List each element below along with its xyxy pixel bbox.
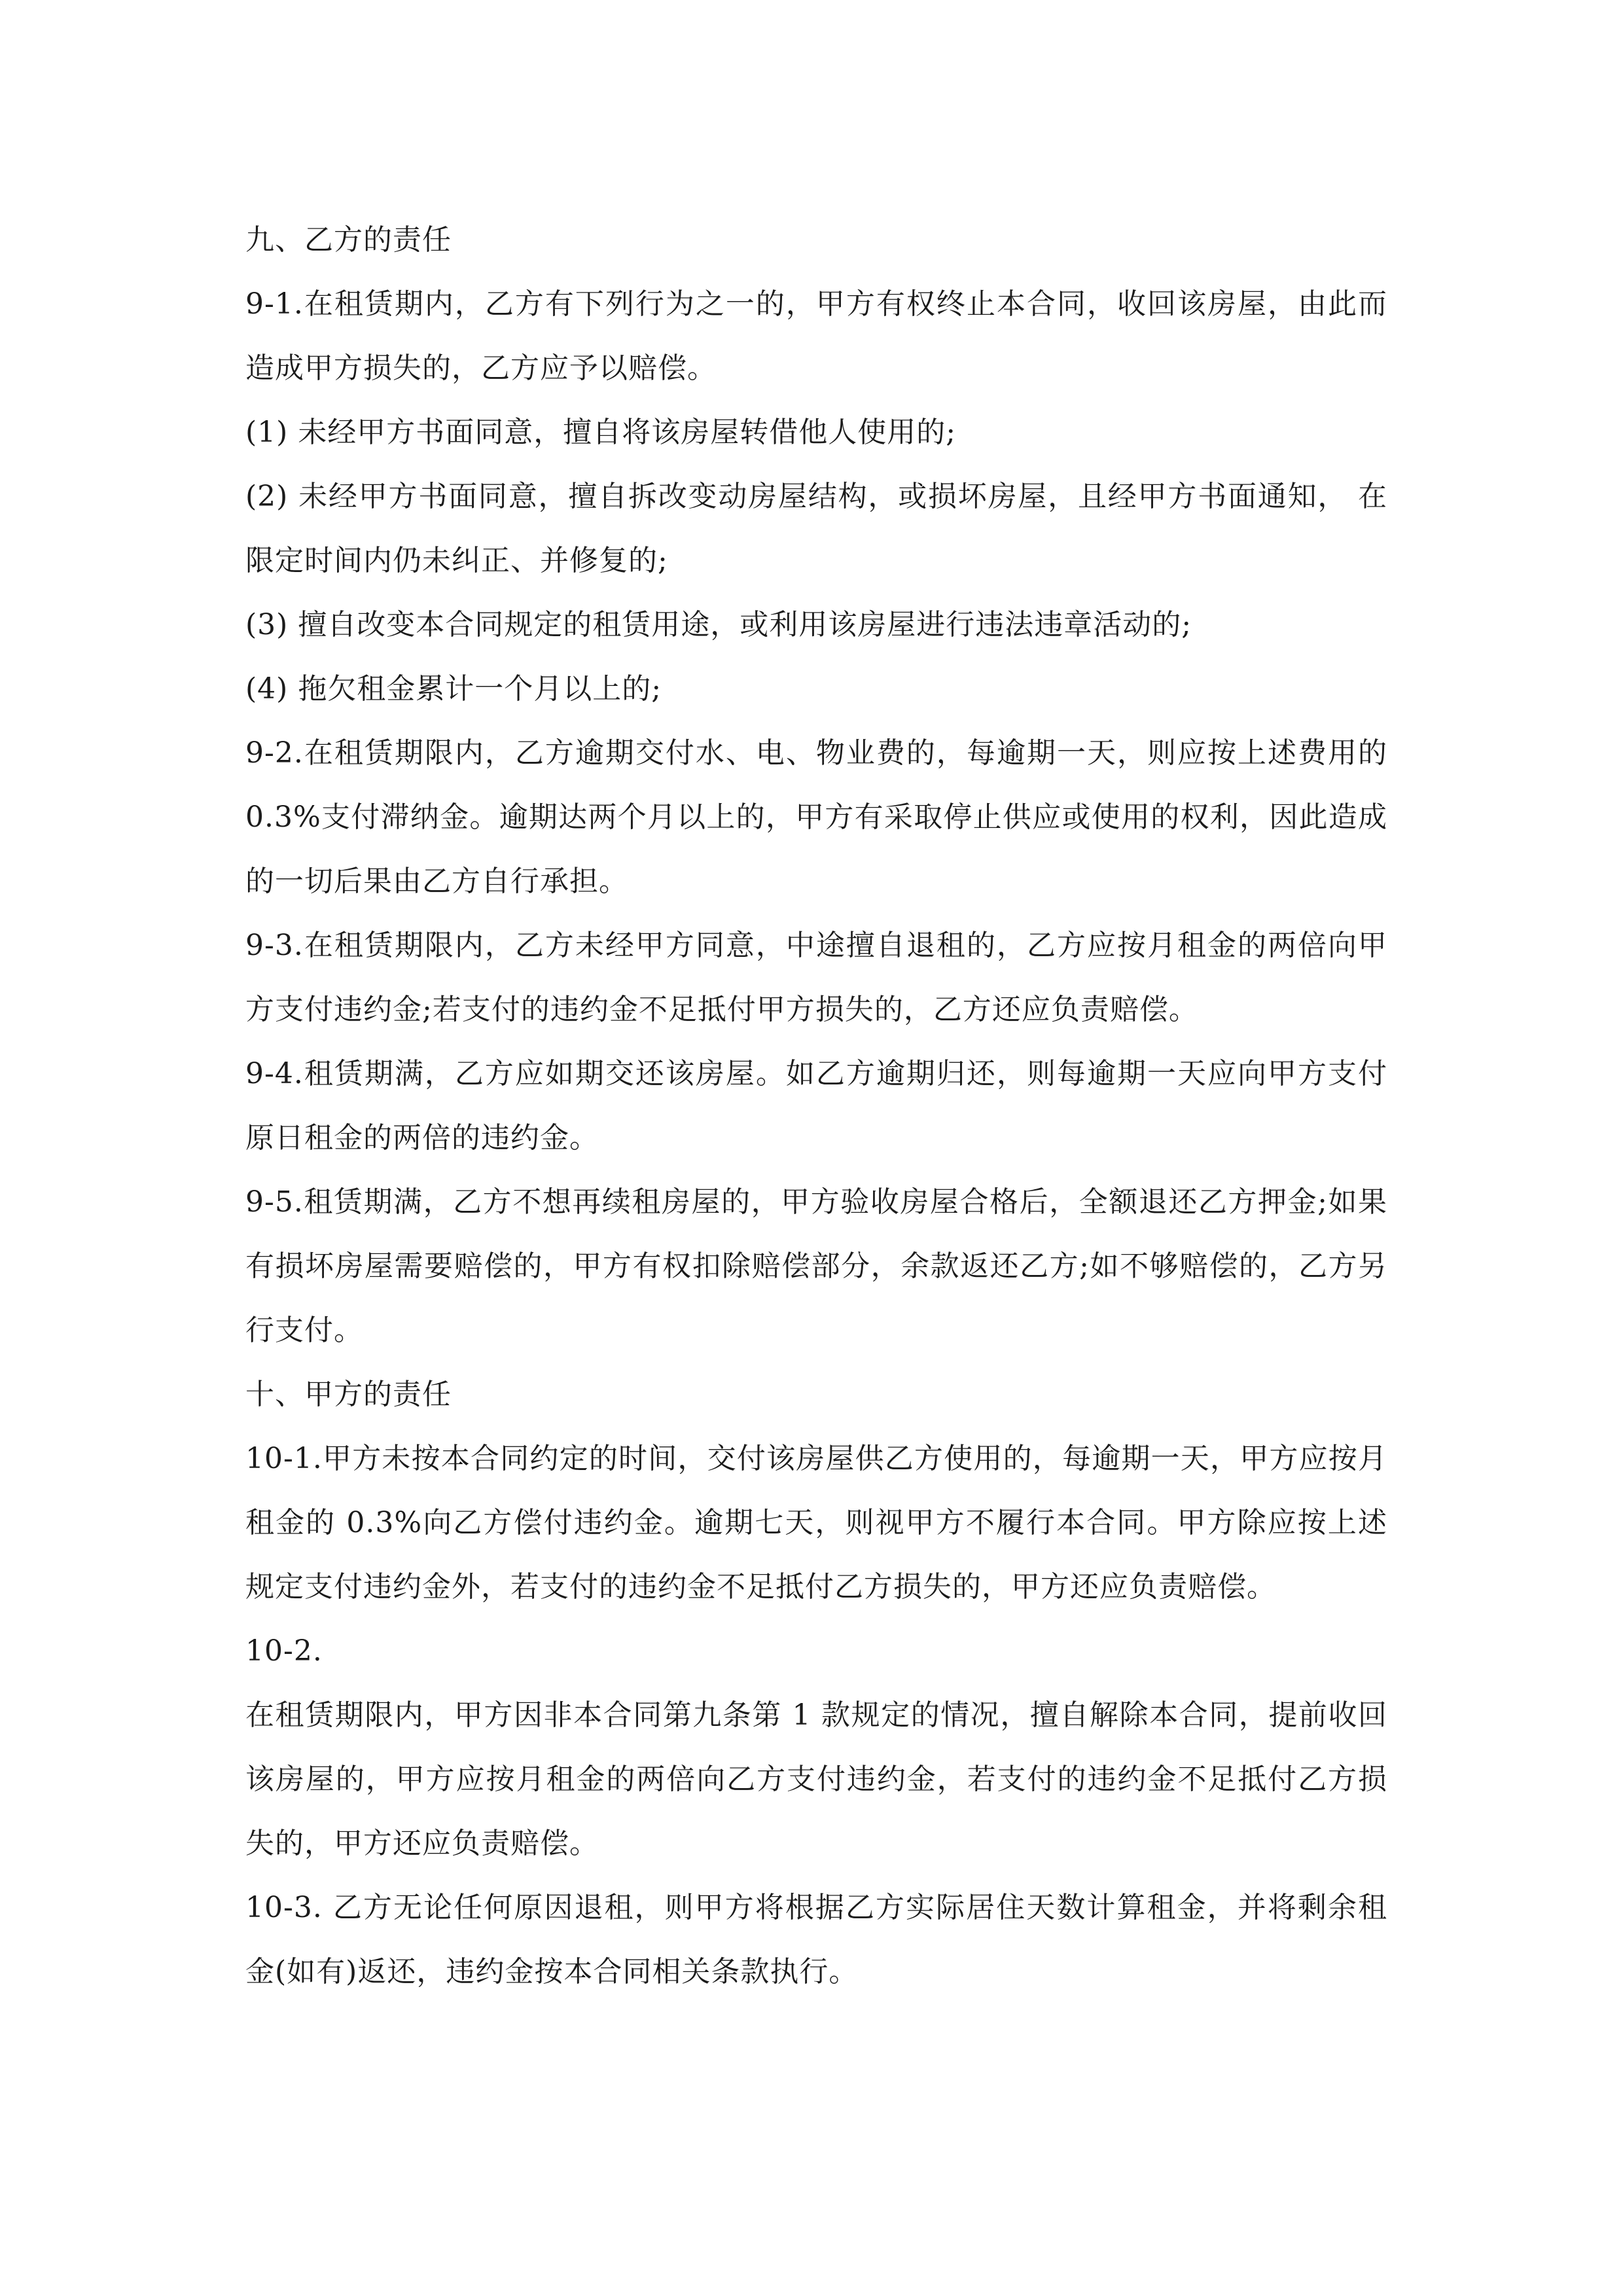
section-heading-party-b-liability: 九、乙方的责任 <box>245 223 452 257</box>
clause-9-1-item-4: (4) 拖欠租金累计一个月以上的; <box>245 672 662 706</box>
clause-10-2: 在租赁期限内，甲方因非本合同第九条第 1 款规定的情况，擅自解除本合同，提前收回该房屋的，甲方应按月租金的两倍向乙方支付违约金，若支付的违约金不足抵付乙方损失的，甲方还应负责赔偿。 <box>245 1698 1387 1860</box>
clause-10-1: 10-1.甲方未按本合同约定的时间，交付该房屋供乙方使用的，每逾期一天，甲方应按月租金的 0.3%向乙方偿付违约金。逾期七天，则视甲方不履行本合同。甲方除应按上述规定支付违约金外，若支付的违约金不足抵付乙方损失的，甲方还应负责赔偿。 <box>245 1442 1387 1604</box>
clause-9-1-item-3: (3) 擅自改变本合同规定的租赁用途，或利用该房屋进行违法违章活动的; <box>245 608 1192 641</box>
clause-9-5: 9-5.租赁期满，乙方不想再续租房屋的，甲方验收房屋合格后，全额退还乙方押金;如果有损坏房屋需要赔偿的，甲方有权扣除赔偿部分，余款返还乙方;如不够赔偿的，乙方另行支付。 <box>245 1185 1387 1347</box>
clause-9-4: 9-4.租赁期满，乙方应如期交还该房屋。如乙方逾期归还，则每逾期一天应向甲方支付原日租金的两倍的违约金。 <box>245 1057 1387 1155</box>
clause-9-1-item-2: (2) 未经甲方书面同意，擅自拆改变动房屋结构，或损坏房屋，且经甲方书面通知， 在限定时间内仍未纠正、并修复的; <box>245 480 1387 577</box>
clause-9-1: 9-1.在租赁期内，乙方有下列行为之一的，甲方有权终止本合同，收回该房屋，由此而造成甲方损失的，乙方应予以赔偿。 <box>245 287 1387 385</box>
section-heading-party-a-liability: 十、甲方的责任 <box>245 1378 452 1411</box>
clause-9-1-item-1: (1) 未经甲方书面同意，擅自将该房屋转借他人使用的; <box>245 416 957 449</box>
clause-9-3: 9-3.在租赁期限内，乙方未经甲方同意，中途擅自退租的，乙方应按月租金的两倍向甲方支付违约金;若支付的违约金不足抵付甲方损失的，乙方还应负责赔偿。 <box>245 929 1387 1026</box>
clause-9-2: 9-2.在租赁期限内，乙方逾期交付水、电、物业费的，每逾期一天，则应按上述费用的 0.3%支付滞纳金。逾期达两个月以上的，甲方有采取停止供应或使用的权利，因此造成的一切后果由乙方自行承担。 <box>245 736 1387 898</box>
clause-10-2-number: 10-2. <box>245 1634 323 1668</box>
document-page <box>245 208 1387 2004</box>
clause-10-3: 10-3. 乙方无论任何原因退租，则甲方将根据乙方实际居住天数计算租金，并将剩余租金(如有)返还，违约金按本合同相关条款执行。 <box>245 1891 1387 1988</box>
